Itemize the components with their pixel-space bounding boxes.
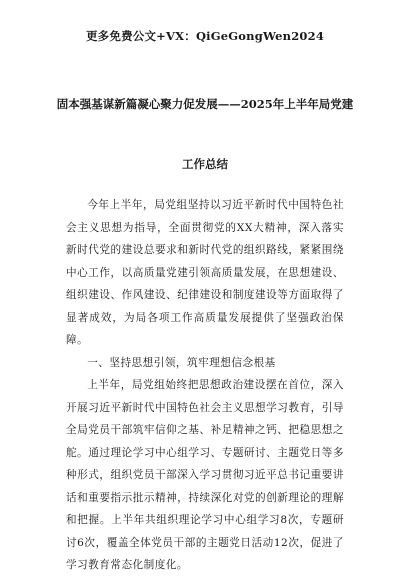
document-title: 固本强基谋新篇凝心聚力促发展——2025年上半年局党建 (56, 97, 354, 111)
section-heading: 一、坚持思想引领，筑牢理想信念根基 (87, 356, 276, 369)
paragraph-section-1: 上半年，局党组始终把思想政治建设摆在首位，深入开展习近平新时代中国特色社会主义思想学习教育，引导全局党员干部筑牢信仰之基、补足精神之钙、把稳思想之舵。通过理论学习中心组学习、专题研讨、主题党日等多种形式，组织党员干部深入学习贯彻习近平总书记重要讲话和重要指示批示精神，持续深化对党的创新理论的理解和把握。上半年共组织理论学习中心组学习8次，专题研讨6次，覆盖全体党员干部的主题党日活动12次，促进了学习教育常态化制度化。 (66, 379, 344, 571)
document-title-continued: 工作总结 (182, 157, 228, 171)
paragraph-intro: 今年上半年，局党组坚持以习近平新时代中国特色社会主义思想为指导，全面贯彻党的XX大精神，深入落实新时代党的建设总要求和新时代党的组织路线，紧紧围绕中心工作，以高质量党建引领高质量发展，在思想建设、组织建设、作风建设、纪律建设和制度建设等方面取得了显著成效，为局各项工作高质量发展提供了坚强政治保障。 (66, 199, 344, 346)
document-body (66, 194, 344, 577)
header-watermark-text: 更多免费公文+VX：QiGeGongWen2024 (85, 29, 325, 43)
